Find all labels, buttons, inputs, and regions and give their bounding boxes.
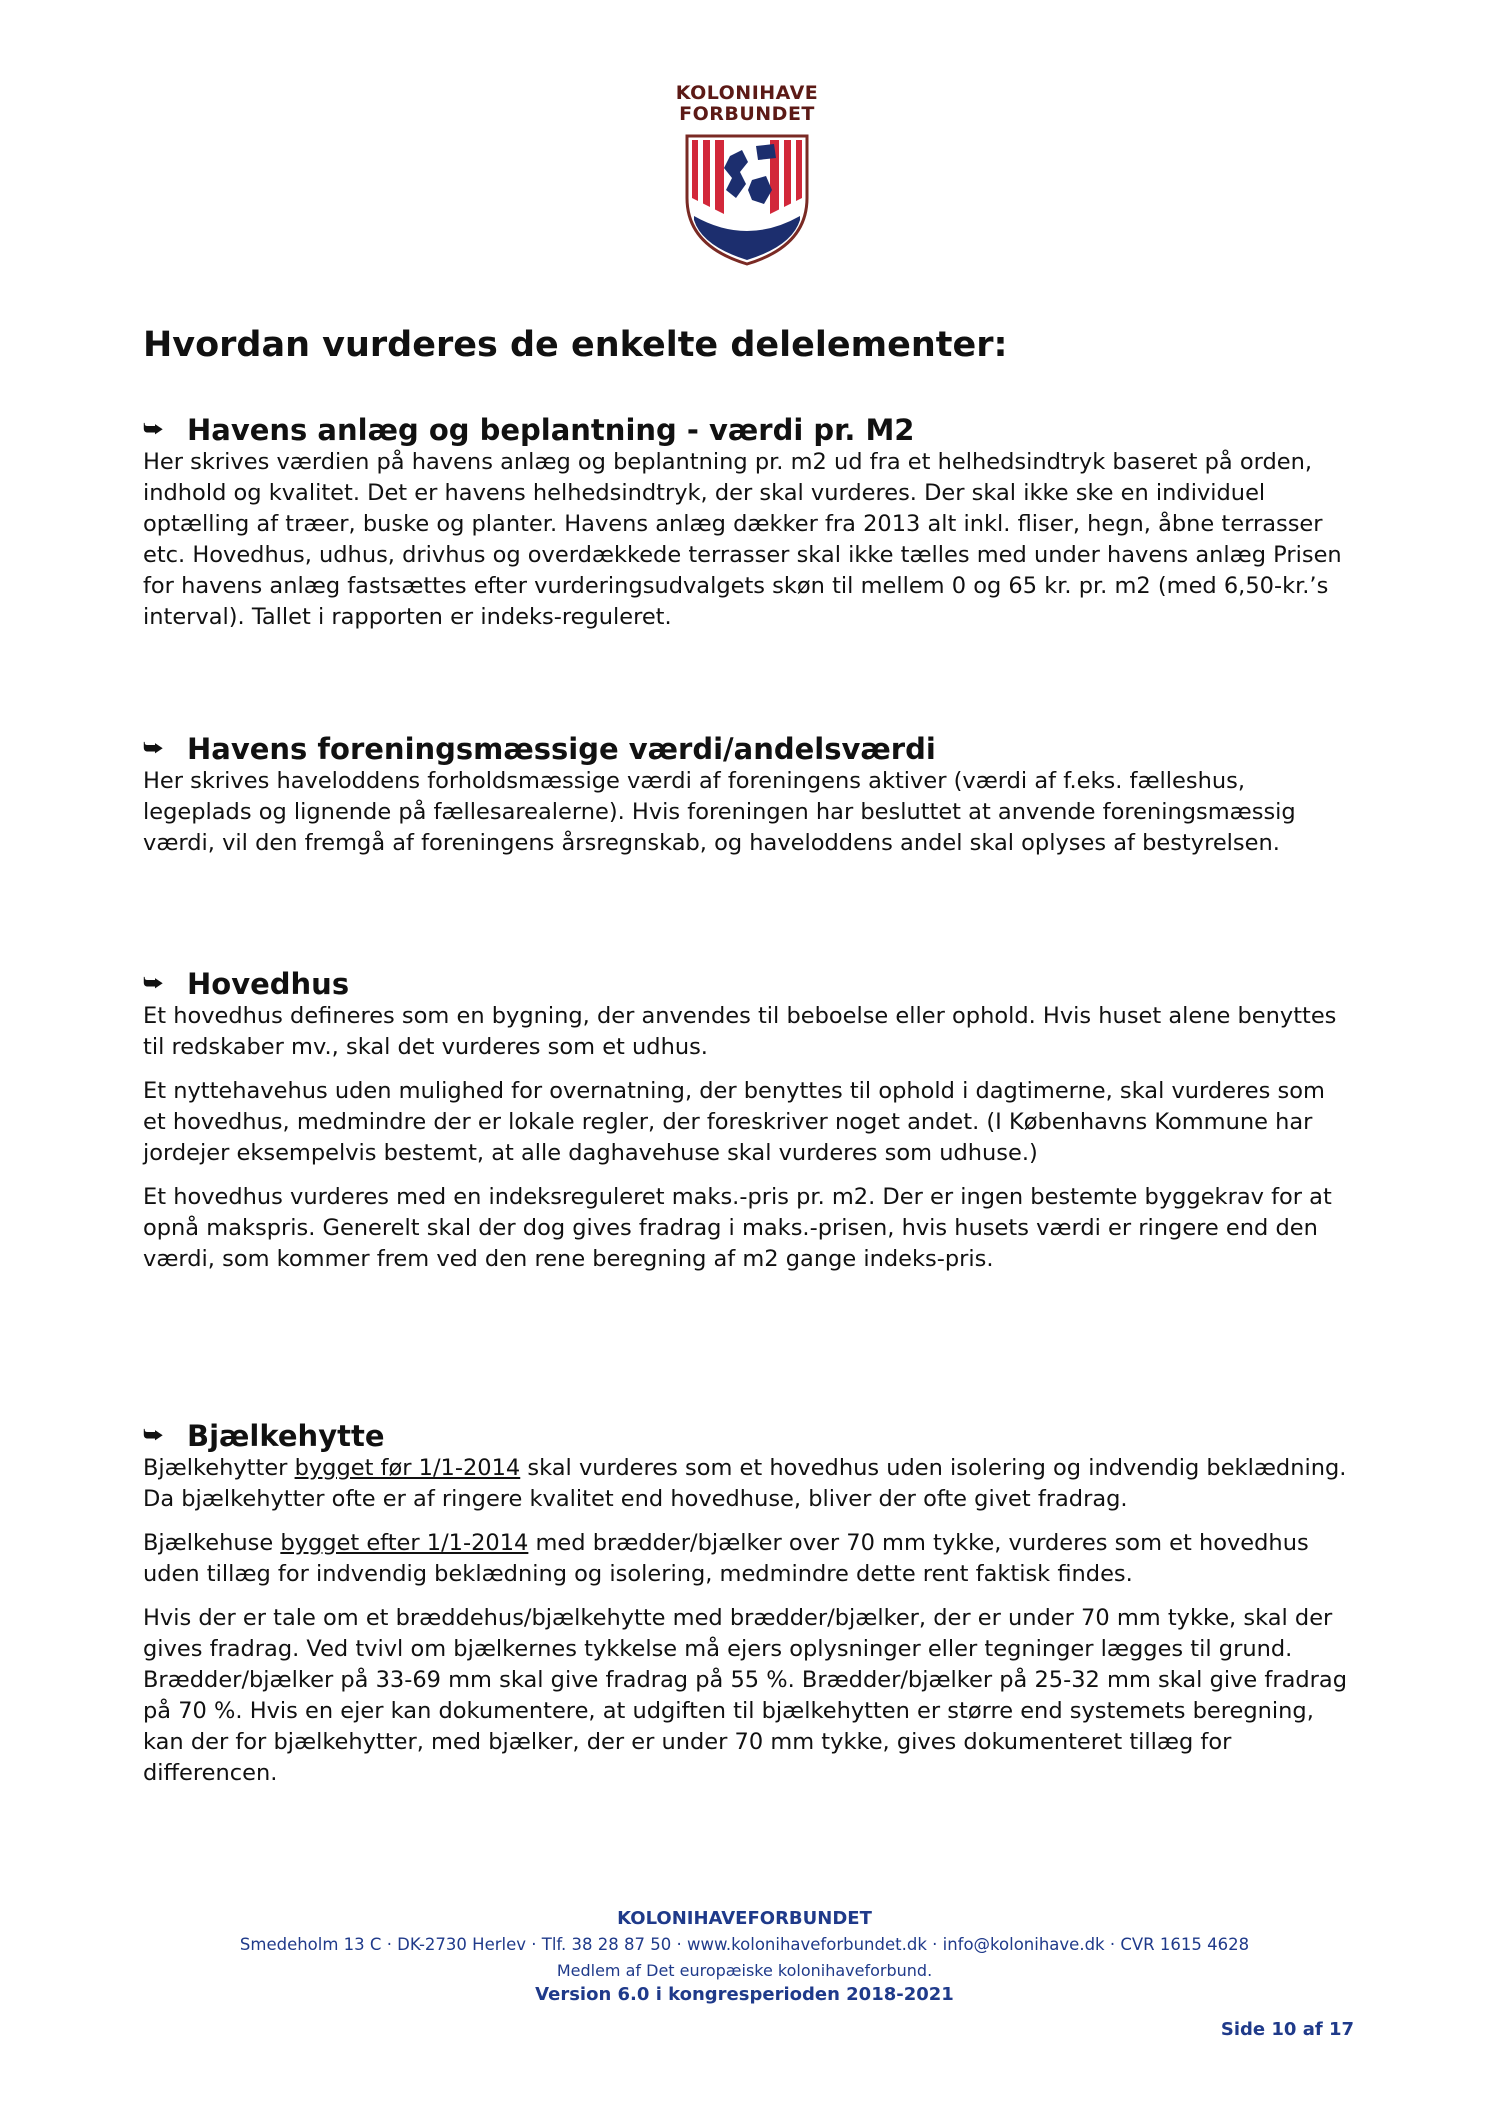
document-body xyxy=(143,322,1353,1786)
footer-address: Smedeholm 13 C · DK-2730 Herlev · Tlf. 38 28 87 50 · www.kolonihaveforbundet.dk · info@kolonihave.dk · CVR 1615 4628 xyxy=(239,1935,1250,1954)
arrow-bullet-icon: ⮩ xyxy=(143,1423,164,1448)
section-heading xyxy=(143,732,1353,766)
section-heading xyxy=(143,967,1353,1001)
section-hovedhus xyxy=(143,967,1353,1275)
section-heading xyxy=(143,413,1353,447)
underlined-date-text: bygget før 1/1-2014 xyxy=(294,1455,521,1481)
footer-member: Medlem af Det europæiske kolonihaveforbund. xyxy=(556,1961,933,1980)
footer-version: Version 6.0 i kongresperioden 2018-2021 xyxy=(535,1984,954,2005)
arrow-bullet-icon: ⮩ xyxy=(143,736,164,761)
section-paragraph: Et hovedhus vurderes med en indeksreguleret maks.-pris pr. m2. Der er ingen bestemte byggekrav for at opnå makspris. Generelt skal der dog gives fradrag i maks.-prisen, hvis husets værdi er ringere end den værdi, som kommer frem ved den rene beregning af m2 gange indeks-pris. xyxy=(143,1184,1332,1272)
section-paragraph: Et hovedhus defineres som en bygning, der anvendes til beboelse eller ophold. Hvis huset alene benyttes til redskaber mv., skal det vurderes som et udhus. xyxy=(143,1003,1337,1060)
footer-org-name: KOLONIHAVEFORBUNDET xyxy=(617,1908,872,1929)
section-foreningsmaessig-vaerdi xyxy=(143,732,1353,859)
section-paragraph: Et nyttehavehus uden mulighed for overnatning, der benyttes til ophold i dagtimerne, skal vurderes som et hovedhus, medmindre der er lokale regler, der foreskriver noget andet. (I Københavns Kommune har jordejer eksempelvis bestemt, at alle daghavehuse skal vurderes som udhuse.) xyxy=(143,1078,1325,1166)
arrow-bullet-icon: ⮩ xyxy=(143,417,164,442)
section-paragraph: Her skrives værdien på havens anlæg og beplantning pr. m2 ud fra et helhedsindtryk baseret på orden, indhold og kvalitet. Det er havens helhedsindtryk, der skal vurderes. Der skal ikke ske en individuel optælling af træer, buske og planter. Havens anlæg dækker fra 2013 alt inkl. fliser, hegn, åbne terrasser etc. Hovedhus, udhus, drivhus og overdækkede terrasser skal ikke tælles med under havens anlæg Prisen for havens anlæg fastsættes efter vurderingsudvalgets skøn til mellem 0 og 65 kr. pr. m2 (med 6,50-kr.’s interval). Tallet i rapporten er indeks-reguleret. xyxy=(143,449,1342,630)
section-paragraph xyxy=(143,1453,1353,1515)
section-paragraph: Hvis der er tale om et bræddehus/bjælkehytte med brædder/bjælker, der er under 70 mm tykke, skal der gives fradrag. Ved tvivl om bjælkernes tykkelse må ejers oplysninger eller tegninger lægges til grund. Brædder/bjælker på 33-69 mm skal give fradrag på 55 %. Brædder/bjælker på 25-32 mm skal give fradrag på 70 %. Hvis en ejer kan dokumentere, at udgiften til bjælkehytten er større end systemets beregning, kan der for bjælkehytter, med bjælker, der er under 70 mm tykke, gives dokumenteret tillæg for differencen. xyxy=(143,1605,1347,1786)
text-span: med brædder/bjælker over 70 mm tykke, vurderes som et hovedhus uden tillæg for indvendig beklædning og isolering, medmindre dette rent faktisk findes. xyxy=(143,1530,1309,1587)
page-title: Hvordan vurderes de enkelte delelementer: xyxy=(143,325,1008,365)
section-havens-anlaeg xyxy=(143,413,1353,633)
underlined-date-text: bygget efter 1/1-2014 xyxy=(280,1530,529,1556)
section-heading-text: Havens foreningsmæssige værdi/andelsværdi xyxy=(187,732,936,766)
logo-text-line2: FORBUNDET xyxy=(679,103,815,125)
logo-text-line1: KOLONIHAVE xyxy=(675,82,819,104)
section-paragraph: Her skrives haveloddens forholdsmæssige værdi af foreningens aktiver (værdi af f.eks. fælleshus, legeplads og lignende på fællesarealerne). Hvis foreningen har besluttet at anvende foreningsmæssig værdi, vil den fremgå af foreningens årsregnskab, og haveloddens andel skal oplyses af bestyrelsen. xyxy=(143,768,1296,856)
section-heading-text: Hovedhus xyxy=(187,967,350,1001)
text-span: Bjælkehuse xyxy=(143,1530,281,1556)
text-span: skal vurderes som et hovedhus uden isolering og indvendig beklædning. Da bjælkehytter ofte er af ringere kvalitet end hovedhuse, bliver der ofte givet fradrag. xyxy=(143,1455,1347,1512)
section-bjaelkehytte xyxy=(143,1419,1353,1789)
section-heading-text: Havens anlæg og beplantning - værdi pr. M2 xyxy=(187,413,915,447)
shield-emblem-icon xyxy=(682,128,812,268)
section-heading xyxy=(143,1419,1353,1453)
section-paragraph xyxy=(143,1528,1353,1590)
section-heading-text: Bjælkehytte xyxy=(187,1419,385,1453)
kolonihaveforbundet-logo xyxy=(672,82,822,272)
text-span: Bjælkehytter xyxy=(143,1455,295,1481)
arrow-bullet-icon: ⮩ xyxy=(143,971,164,996)
page-number: Side 10 af 17 xyxy=(1220,2019,1354,2040)
